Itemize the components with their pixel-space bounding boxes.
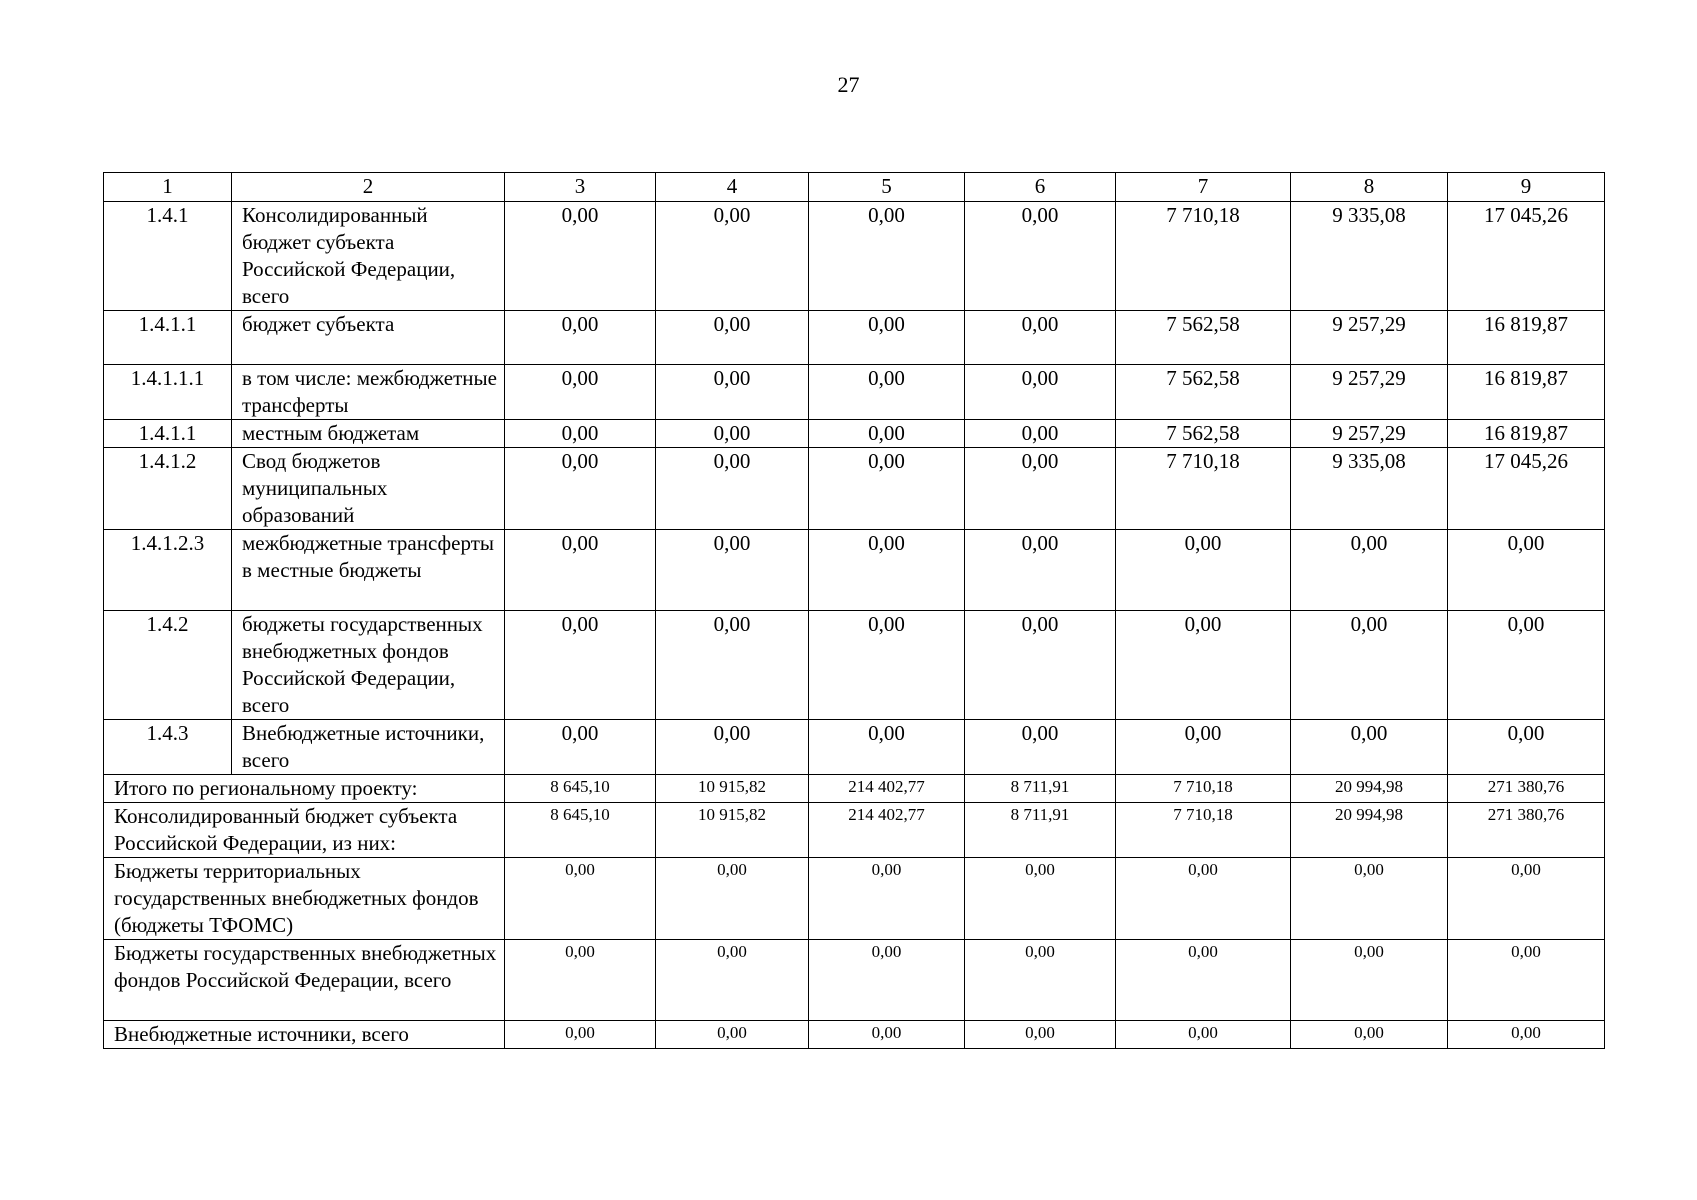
cell-value: 0,00 <box>505 720 656 775</box>
cell-value: 0,00 <box>1448 940 1605 1021</box>
cell-value: 7 562,58 <box>1116 311 1291 365</box>
summary-label: Бюджеты территориальных государственных внебюджетных фондов (бюджеты ТФОМС) <box>104 858 505 940</box>
cell-value: 0,00 <box>505 611 656 720</box>
cell-value: 0,00 <box>1291 720 1448 775</box>
cell-value: 0,00 <box>1116 530 1291 611</box>
cell-value: 0,00 <box>1448 611 1605 720</box>
row-code: 1.4.1.1 <box>104 420 232 448</box>
cell-value: 9 257,29 <box>1291 365 1448 420</box>
cell-value: 0,00 <box>505 420 656 448</box>
cell-value: 0,00 <box>809 858 965 940</box>
cell-value: 0,00 <box>656 202 809 311</box>
row-code: 1.4.1.1.1 <box>104 365 232 420</box>
cell-value: 0,00 <box>1116 940 1291 1021</box>
column-number: 4 <box>656 173 809 202</box>
summary-row <box>104 775 1605 803</box>
cell-value: 0,00 <box>656 311 809 365</box>
summary-row <box>104 1021 1605 1049</box>
row-code: 1.4.1 <box>104 202 232 311</box>
cell-value: 0,00 <box>809 940 965 1021</box>
cell-value: 271 380,76 <box>1448 803 1605 858</box>
cell-value: 0,00 <box>809 420 965 448</box>
cell-value: 0,00 <box>965 611 1116 720</box>
row-name: Свод бюджетов муниципальных образований <box>232 448 505 530</box>
summary-row <box>104 940 1605 1021</box>
cell-value: 0,00 <box>809 365 965 420</box>
cell-value: 0,00 <box>809 720 965 775</box>
cell-value: 10 915,82 <box>656 803 809 858</box>
column-number: 8 <box>1291 173 1448 202</box>
cell-value: 10 915,82 <box>656 775 809 803</box>
cell-value: 0,00 <box>656 448 809 530</box>
cell-value: 0,00 <box>656 720 809 775</box>
cell-value: 0,00 <box>965 530 1116 611</box>
cell-value: 9 335,08 <box>1291 448 1448 530</box>
table-row <box>104 420 1605 448</box>
row-name: в том числе: межбюджетные трансферты <box>232 365 505 420</box>
cell-value: 0,00 <box>505 858 656 940</box>
cell-value: 0,00 <box>1291 858 1448 940</box>
cell-value: 8 645,10 <box>505 803 656 858</box>
cell-value: 7 710,18 <box>1116 202 1291 311</box>
column-number: 3 <box>505 173 656 202</box>
row-name: Консолидированный бюджет субъекта Российской Федерации, всего <box>232 202 505 311</box>
row-name: межбюджетные трансферты в местные бюджеты <box>232 530 505 611</box>
cell-value: 7 562,58 <box>1116 420 1291 448</box>
column-number-row <box>104 173 1605 202</box>
cell-value: 0,00 <box>965 420 1116 448</box>
cell-value: 0,00 <box>1116 1021 1291 1049</box>
cell-value: 0,00 <box>505 530 656 611</box>
table-row <box>104 202 1605 311</box>
cell-value: 0,00 <box>1448 858 1605 940</box>
cell-value: 0,00 <box>809 1021 965 1049</box>
column-number: 2 <box>232 173 505 202</box>
cell-value: 0,00 <box>505 311 656 365</box>
row-name: бюджеты государственных внебюджетных фондов Российской Федерации, всего <box>232 611 505 720</box>
cell-value: 7 710,18 <box>1116 448 1291 530</box>
cell-value: 0,00 <box>965 448 1116 530</box>
cell-value: 0,00 <box>1116 720 1291 775</box>
cell-value: 0,00 <box>809 530 965 611</box>
table-row <box>104 448 1605 530</box>
cell-value: 0,00 <box>1116 611 1291 720</box>
cell-value: 0,00 <box>505 1021 656 1049</box>
cell-value: 17 045,26 <box>1448 448 1605 530</box>
cell-value: 0,00 <box>809 611 965 720</box>
column-number: 6 <box>965 173 1116 202</box>
cell-value: 20 994,98 <box>1291 775 1448 803</box>
cell-value: 0,00 <box>1448 530 1605 611</box>
cell-value: 0,00 <box>656 420 809 448</box>
cell-value: 0,00 <box>965 1021 1116 1049</box>
cell-value: 0,00 <box>965 365 1116 420</box>
summary-label: Бюджеты государственных внебюджетных фондов Российской Федерации, всего <box>104 940 505 1021</box>
cell-value: 0,00 <box>809 311 965 365</box>
budget-table <box>103 172 1605 1049</box>
cell-value: 0,00 <box>965 858 1116 940</box>
cell-value: 9 257,29 <box>1291 420 1448 448</box>
row-code: 1.4.2 <box>104 611 232 720</box>
cell-value: 0,00 <box>965 311 1116 365</box>
row-name: местным бюджетам <box>232 420 505 448</box>
cell-value: 7 710,18 <box>1116 775 1291 803</box>
column-number: 5 <box>809 173 965 202</box>
row-name: бюджет субъекта <box>232 311 505 365</box>
cell-value: 0,00 <box>965 202 1116 311</box>
row-name: Внебюджетные источники, всего <box>232 720 505 775</box>
summary-label: Внебюджетные источники, всего <box>104 1021 505 1049</box>
column-number: 9 <box>1448 173 1605 202</box>
cell-value: 0,00 <box>1448 1021 1605 1049</box>
row-code: 1.4.1.2 <box>104 448 232 530</box>
row-code: 1.4.1.2.3 <box>104 530 232 611</box>
cell-value: 0,00 <box>1291 611 1448 720</box>
summary-row <box>104 803 1605 858</box>
cell-value: 16 819,87 <box>1448 311 1605 365</box>
cell-value: 0,00 <box>656 1021 809 1049</box>
cell-value: 0,00 <box>505 365 656 420</box>
summary-label: Консолидированный бюджет субъекта Российской Федерации, из них: <box>104 803 505 858</box>
cell-value: 9 335,08 <box>1291 202 1448 311</box>
cell-value: 0,00 <box>505 202 656 311</box>
cell-value: 8 711,91 <box>965 803 1116 858</box>
cell-value: 8 711,91 <box>965 775 1116 803</box>
cell-value: 0,00 <box>1291 1021 1448 1049</box>
summary-row <box>104 858 1605 940</box>
cell-value: 0,00 <box>656 858 809 940</box>
cell-value: 0,00 <box>1116 858 1291 940</box>
table-row <box>104 311 1605 365</box>
cell-value: 0,00 <box>1291 530 1448 611</box>
cell-value: 0,00 <box>1291 940 1448 1021</box>
cell-value: 271 380,76 <box>1448 775 1605 803</box>
cell-value: 0,00 <box>656 530 809 611</box>
cell-value: 0,00 <box>656 940 809 1021</box>
cell-value: 0,00 <box>505 940 656 1021</box>
page-number: 27 <box>837 72 860 97</box>
cell-value: 0,00 <box>656 611 809 720</box>
table-row <box>104 365 1605 420</box>
cell-value: 214 402,77 <box>809 775 965 803</box>
column-number: 1 <box>104 173 232 202</box>
cell-value: 0,00 <box>1448 720 1605 775</box>
table-row <box>104 611 1605 720</box>
row-code: 1.4.1.1 <box>104 311 232 365</box>
cell-value: 8 645,10 <box>505 775 656 803</box>
cell-value: 0,00 <box>965 940 1116 1021</box>
cell-value: 0,00 <box>965 720 1116 775</box>
cell-value: 16 819,87 <box>1448 420 1605 448</box>
cell-value: 7 710,18 <box>1116 803 1291 858</box>
cell-value: 7 562,58 <box>1116 365 1291 420</box>
cell-value: 16 819,87 <box>1448 365 1605 420</box>
cell-value: 17 045,26 <box>1448 202 1605 311</box>
table-row <box>104 530 1605 611</box>
cell-value: 0,00 <box>809 448 965 530</box>
cell-value: 214 402,77 <box>809 803 965 858</box>
cell-value: 0,00 <box>505 448 656 530</box>
cell-value: 0,00 <box>809 202 965 311</box>
summary-label: Итого по региональному проекту: <box>104 775 505 803</box>
table-row <box>104 720 1605 775</box>
column-number: 7 <box>1116 173 1291 202</box>
cell-value: 0,00 <box>656 365 809 420</box>
cell-value: 9 257,29 <box>1291 311 1448 365</box>
row-code: 1.4.3 <box>104 720 232 775</box>
cell-value: 20 994,98 <box>1291 803 1448 858</box>
